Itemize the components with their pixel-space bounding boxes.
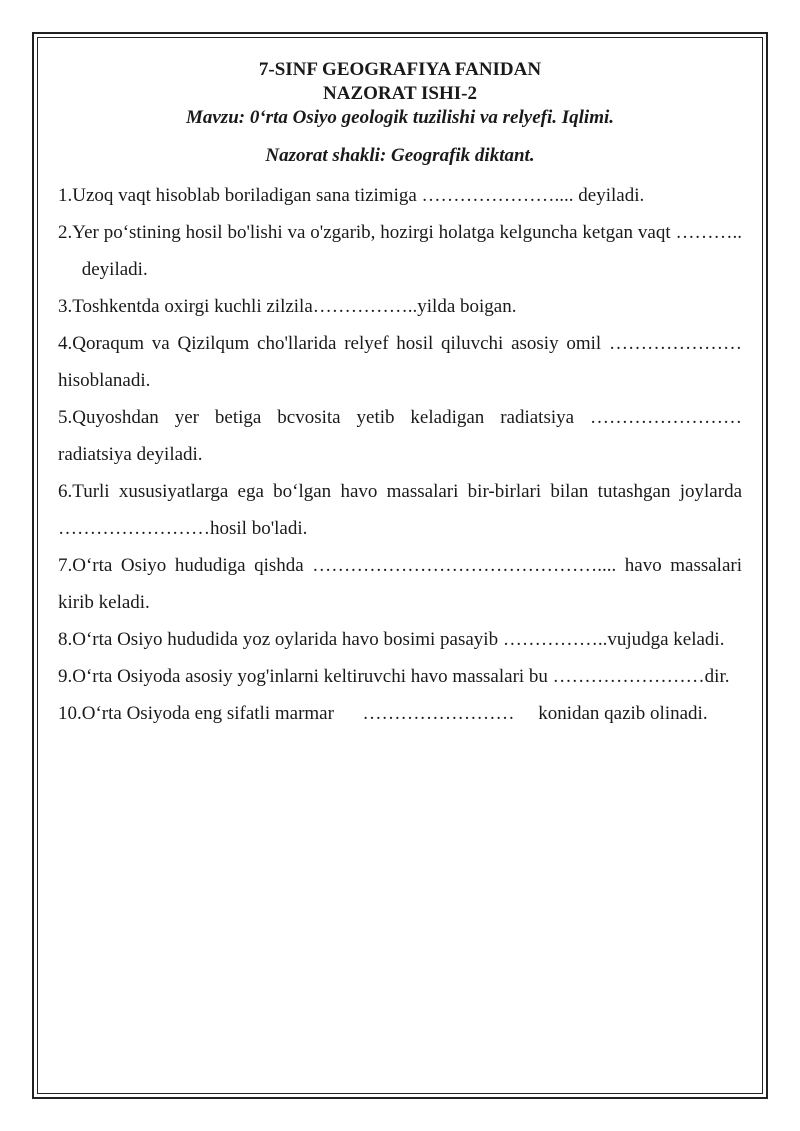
question-10: 10.O‘rta Osiyoda eng sifatli marmar …………………… konidan qazib olinadi. <box>58 703 708 724</box>
question-8: 8.O‘rta Osiyo hududida yoz oylarida havo bosimi pasayib ……………..vujudga keladi. <box>58 629 725 650</box>
question-3: 3.Toshkentda oxirgi kuchli zilzila……………..yilda boigan. <box>58 296 517 317</box>
question-2: 2.Yer po‘stining hosil bo'lishi va o'zgarib, hozirgi holatga kelguncha ketgan vaqt ……….. deyiladi. <box>58 222 742 280</box>
question-4: 4.Qoraqum va Qizilqum cho'llarida relyef hosil qiluvchi asosiy omil …………………hisoblanadi. <box>58 333 742 391</box>
question-6: 6.Turli xususiyatlarga ega bo‘lgan havo massalari bir-birlari bilan tutashgan joylarda ……………………hosil bo'ladi. <box>58 481 742 539</box>
form-line: Nazorat shakli: Geografik diktant. <box>265 145 535 166</box>
question-9: 9.O‘rta Osiyoda asosiy yog'inlarni keltiruvchi havo massalari bu ……………………dir. <box>58 666 730 687</box>
title-line-2: NAZORAT ISHI-2 <box>323 83 477 104</box>
question-5: 5.Quyoshdan yer betiga bcvosita yetib keladigan radiatsiya …………………… radiatsiya deyiladi. <box>58 407 742 465</box>
question-list <box>58 177 742 732</box>
document-body <box>58 58 742 732</box>
question-7: 7.O‘rta Osiyo hududiga qishda ……………………………………….... havo massalari kirib keladi. <box>58 555 742 613</box>
question-1: 1.Uzoq vaqt hisoblab boriladigan sana tizimiga ………………….... deyiladi. <box>58 185 645 206</box>
topic-line: Mavzu: 0‘rta Osiyo geologik tuzilishi va relyefi. Iqlimi. <box>185 107 615 128</box>
title-line-1: 7-SINF GEOGRAFIYA FANIDAN <box>258 59 542 80</box>
